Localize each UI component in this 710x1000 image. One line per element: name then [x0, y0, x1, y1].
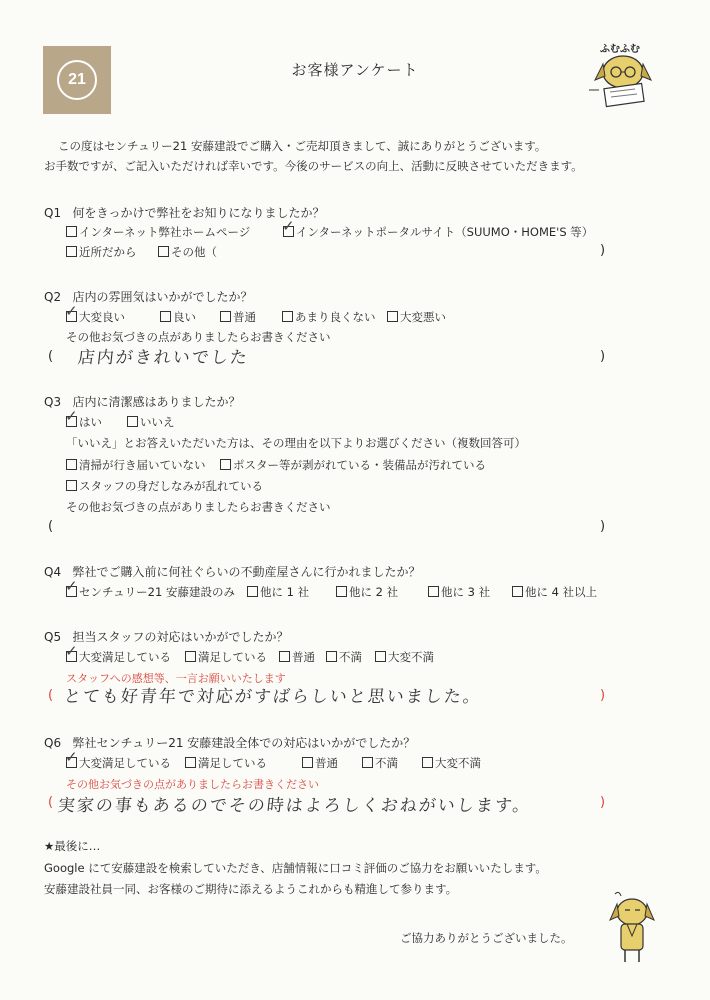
- option-label: インターネット弊社ホームページ: [79, 225, 251, 239]
- q2-option-5[interactable]: [387, 309, 446, 325]
- checkbox[interactable]: [65, 302, 78, 322]
- option-label: 他に 2 社: [349, 585, 399, 599]
- mascot-bowing-icon: [605, 890, 660, 970]
- checkbox[interactable]: [282, 217, 295, 237]
- mascot-reading-icon: [585, 50, 665, 110]
- intro-line-1: この度はセンチュリー21 安藤建設でご購入・ご売却頂きまして、誠にありがとうございます。: [58, 139, 547, 153]
- q1-option-4[interactable]: [158, 244, 217, 260]
- checkbox[interactable]: [66, 226, 77, 237]
- q5-option-5[interactable]: [375, 649, 434, 665]
- option-label: 満足している: [198, 756, 267, 770]
- q2-number: Q2: [44, 290, 62, 304]
- option-label: インターネットポータルサイト（SUUMO・HOME'S 等）: [296, 225, 594, 239]
- q3-reason-3[interactable]: [66, 478, 263, 494]
- checkbox[interactable]: [160, 311, 171, 322]
- century21-logo: [43, 46, 111, 114]
- checkbox[interactable]: [220, 311, 231, 322]
- checkbox[interactable]: [375, 651, 386, 662]
- checkbox[interactable]: [422, 757, 433, 768]
- checkbox[interactable]: [65, 748, 78, 768]
- intro-line-2: お手数ですが、ご記入いただければ幸いです。今後のサービスの向上、活動に反映させていただきます。: [44, 159, 583, 173]
- q6-option-4[interactable]: [362, 755, 398, 771]
- q5-option-1[interactable]: [65, 642, 171, 665]
- closing-line-1: Google にて安藤建設を検索していただき、店舗情報に口コミ評価のご協力をお願いいたします。: [44, 861, 547, 875]
- closing-line-2: 安藤建設社員一同、お客様のご期待に添えるようこれからも精進して参ります。: [44, 882, 458, 896]
- q5-option-2[interactable]: [185, 649, 267, 665]
- q3-followup: 「いいえ」とお答えいただいた方は、その理由を以下よりお選びください（複数回答可）: [66, 436, 526, 450]
- q5-handwritten-answer[interactable]: とても好青年で対応がすばらしいと思いました。: [62, 687, 483, 707]
- q3-close-paren: ): [600, 519, 606, 534]
- check-mark-icon: ✓: [282, 217, 295, 235]
- q4-option-2[interactable]: [247, 584, 309, 600]
- q3-option-2[interactable]: [127, 414, 175, 430]
- option-label: 大変良い: [79, 310, 125, 324]
- q1-option-2[interactable]: [282, 217, 594, 240]
- q3-reason-1[interactable]: [66, 457, 206, 473]
- option-label: はい: [79, 415, 102, 429]
- q4-question: [44, 563, 421, 580]
- q6-question: [44, 734, 415, 751]
- option-label: あまり良くない: [295, 310, 376, 324]
- option-label: 大変満足している: [79, 756, 171, 770]
- q6-open-paren: (: [48, 795, 54, 810]
- q4-option-1[interactable]: [65, 577, 235, 600]
- q5-number: Q5: [44, 630, 62, 644]
- q2-comment-prompt: その他お気づきの点がありましたらお書きください: [66, 330, 331, 344]
- q5-option-4[interactable]: [326, 649, 362, 665]
- q1-option-3[interactable]: [66, 244, 137, 260]
- q2-open-paren: (: [48, 349, 54, 364]
- check-mark-icon: ✓: [65, 748, 78, 766]
- checkbox[interactable]: [302, 757, 313, 768]
- checkbox[interactable]: [65, 642, 78, 662]
- option-label: 大変不満: [435, 756, 481, 770]
- q3-option-1[interactable]: [65, 407, 102, 430]
- q4-option-3[interactable]: [336, 584, 398, 600]
- checkbox[interactable]: [512, 586, 523, 597]
- option-label: 他に 3 社: [441, 585, 491, 599]
- q6-handwritten-answer[interactable]: 実家の事もあるのでその時はよろしくおねがいします。: [56, 796, 533, 816]
- q2-close-paren: ): [600, 349, 606, 364]
- check-mark-icon: ✓: [65, 577, 78, 595]
- option-label: いいえ: [140, 415, 175, 429]
- q6-close-paren: ): [600, 795, 606, 810]
- q5-text: 担当スタッフの対応はいかがでしたか？: [72, 630, 289, 644]
- checkbox[interactable]: [387, 311, 398, 322]
- q1-close-paren: ): [600, 243, 606, 258]
- q6-option-5[interactable]: [422, 755, 481, 771]
- q2-option-1[interactable]: [65, 302, 125, 325]
- q2-text: 店内の雰囲気はいかがでしたか？: [72, 290, 253, 304]
- q2-option-2[interactable]: [160, 309, 196, 325]
- q1-number: Q1: [44, 206, 62, 220]
- q6-option-3[interactable]: [302, 755, 338, 771]
- option-label: 普通: [233, 310, 256, 324]
- q3-text: 店内に清潔感はありましたか？: [72, 395, 241, 409]
- option-label: センチュリー21 安藤建設のみ: [79, 585, 235, 599]
- q5-close-paren: ): [600, 688, 606, 703]
- option-label: その他（: [171, 245, 217, 259]
- checkbox[interactable]: [158, 246, 169, 257]
- thanks-text: ご協力ありがとうございました。: [400, 931, 573, 945]
- checkbox[interactable]: [282, 311, 293, 322]
- q6-number: Q6: [44, 736, 62, 750]
- checkbox[interactable]: [279, 651, 290, 662]
- q6-option-1[interactable]: [65, 748, 171, 771]
- checkbox[interactable]: [220, 459, 231, 470]
- checkbox[interactable]: [247, 586, 258, 597]
- q6-text: 弊社センチュリー21 安藤建設全体での対応はいかがでしたか？: [72, 736, 416, 750]
- page-title: お客様アンケート: [291, 61, 419, 79]
- q2-option-4[interactable]: [282, 309, 376, 325]
- option-label: スタッフの身だしなみが乱れている: [79, 479, 263, 493]
- q4-text: 弊社でご購入前に何社ぐらいの不動産屋さんに行かれましたか？: [72, 565, 421, 579]
- q3-number: Q3: [44, 395, 62, 409]
- checkbox[interactable]: [65, 407, 78, 427]
- q5-option-3[interactable]: [279, 649, 315, 665]
- checkbox[interactable]: [127, 416, 138, 427]
- q2-handwritten-answer[interactable]: 店内がきれいでした: [76, 348, 250, 368]
- option-label: 普通: [292, 650, 315, 664]
- mascot-caption: ふむふむ: [600, 44, 640, 55]
- q4-number: Q4: [44, 565, 62, 579]
- q1-text: 何をきっかけで弊社をお知りになりましたか？: [72, 206, 325, 220]
- option-label: 大変満足している: [79, 650, 171, 664]
- q6-option-2[interactable]: [185, 755, 267, 771]
- checkbox[interactable]: [66, 246, 77, 257]
- checkbox[interactable]: [326, 651, 337, 662]
- q5-question: [44, 628, 289, 645]
- option-label: 近所だから: [79, 245, 137, 259]
- checkbox[interactable]: [362, 757, 373, 768]
- q3-open-paren: (: [48, 519, 54, 534]
- q1-option-1[interactable]: [66, 224, 250, 240]
- option-label: 大変不満: [388, 650, 434, 664]
- option-label: 大変悪い: [400, 310, 446, 324]
- check-mark-icon: ✓: [65, 407, 78, 425]
- option-label: 清掃が行き届いていない: [79, 458, 206, 472]
- check-mark-icon: ✓: [65, 642, 78, 660]
- option-label: 不満: [339, 650, 362, 664]
- q4-option-5[interactable]: [512, 584, 597, 600]
- checkbox[interactable]: [65, 577, 78, 597]
- option-label: 普通: [315, 756, 338, 770]
- checkbox[interactable]: [336, 586, 347, 597]
- q5-comment-prompt: スタッフへの感想等、一言お願いいたします: [66, 672, 286, 685]
- q3-comment-prompt: その他お気づきの点がありましたらお書きください: [66, 500, 331, 514]
- option-label: 良い: [173, 310, 196, 324]
- option-label: ポスター等が剥がれている・装備品が汚れている: [233, 458, 486, 472]
- option-label: 満足している: [198, 650, 267, 664]
- checkbox[interactable]: [66, 480, 77, 491]
- checkbox[interactable]: [185, 651, 196, 662]
- q5-open-paren: (: [48, 688, 54, 703]
- q2-option-3[interactable]: [220, 309, 256, 325]
- checkbox[interactable]: [66, 459, 77, 470]
- option-label: 他に 1 社: [260, 585, 310, 599]
- q3-reason-2[interactable]: [220, 457, 486, 473]
- checkbox[interactable]: [185, 757, 196, 768]
- q4-option-4[interactable]: [428, 584, 490, 600]
- closing-heading: ★最後に…: [44, 839, 101, 853]
- option-label: 他に 4 社以上: [525, 585, 598, 599]
- logo-mark: 21: [57, 60, 97, 100]
- check-mark-icon: ✓: [65, 302, 78, 320]
- checkbox[interactable]: [428, 586, 439, 597]
- option-label: 不満: [375, 756, 398, 770]
- q6-comment-prompt: その他お気づきの点がありましたらお書きください: [66, 778, 319, 791]
